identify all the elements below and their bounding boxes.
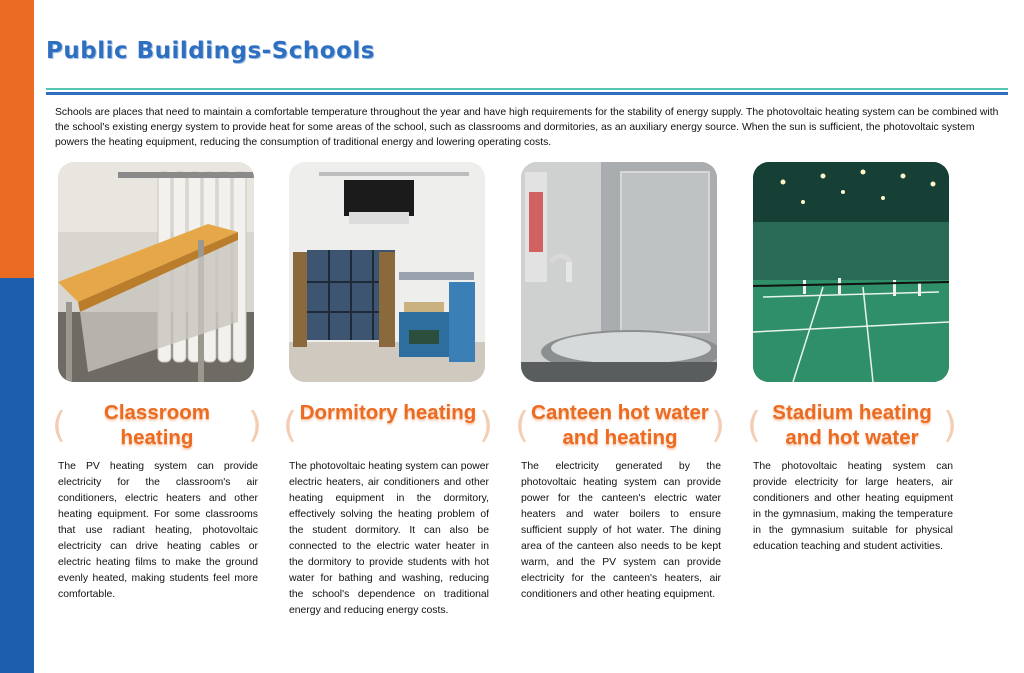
card-canteen (515, 162, 731, 662)
card-title-dormitory (283, 400, 493, 456)
card-body-classroom: The PV heating system can provide electricity for the classroom's air conditioners, electric heaters and other heating equipment. For some classrooms that use radiant heating, photovoltaic electricity can drive heating cables or electric heating films to make the ground evenly heated, making students feel more comfortable. (58, 461, 258, 600)
card-body-dormitory: The photovoltaic heating system can power electric heaters, air conditioners and other heating equipment in the dormitory, effectively solving the heating problem of the student dormitory. It can also be connected to the electric water heater in the dormitory to provide students with hot water for bathing and washing, reducing the school's dependence on traditional energy and reducing energy costs. (289, 461, 489, 616)
card-stadium (747, 162, 963, 662)
card-title-canteen (515, 400, 725, 456)
title-rule (46, 88, 1008, 90)
card-body-stadium: The photovoltaic heating system can provide electricity for large heaters, air conditioners and other heating equipment in the gymnasium, making the temperature in the gymnasium suitable for physical education teaching and student activities. (753, 461, 953, 552)
right-bracket-icon: ) (710, 405, 725, 446)
card-title-text: Classroom heating (104, 401, 210, 449)
left-bracket-icon: ( (515, 405, 530, 446)
title-rule-blue (46, 92, 1008, 95)
card-body-canteen: The electricity generated by the photovoltaic heating system can provide power for the canteen's electric water heaters and water boilers to ensure sufficient supply of hot water. The dining area of the canteen also needs to be kept warm, and the PV system can provide electricity for the canteen's heaters, air conditioners and other heating equipment. (521, 461, 721, 600)
left-bracket-icon: ( (52, 405, 67, 446)
card-title-text: Canteen hot water and heating (531, 401, 709, 449)
intro-paragraph: Schools are places that need to maintain a comfortable temperature throughout the year and have high requirements for the stability of energy supply. The photovoltaic heating system can be combined with the school's existing energy system to provide heat for some areas of the school, such as classrooms and dormitories, as an auxiliary energy source. When the sun is sufficient, the photovoltaic system powers the heating equipment, reducing the consumption of traditional energy and lowering operating costs. (55, 107, 999, 148)
canteen-boiler-photo (521, 162, 717, 382)
left-bracket-icon: ( (283, 405, 298, 446)
card-title-classroom (52, 400, 262, 456)
right-bracket-icon: ) (247, 405, 262, 446)
card-title-stadium (747, 400, 957, 456)
card-dormitory (283, 162, 499, 662)
side-bar-blue (0, 278, 34, 673)
left-bracket-icon: ( (747, 405, 762, 446)
card-title-text: Stadium heating and hot water (772, 401, 932, 449)
gymnasium-court-photo (753, 162, 949, 382)
card-classroom (52, 162, 268, 662)
right-bracket-icon: ) (942, 405, 957, 446)
page-title: Public Buildings-Schools (46, 38, 375, 64)
classroom-radiator-photo (58, 162, 254, 382)
right-bracket-icon: ) (478, 405, 493, 446)
side-bar-orange (0, 0, 34, 278)
dormitory-room-photo (289, 162, 485, 382)
card-title-text: Dormitory heating (299, 401, 477, 424)
